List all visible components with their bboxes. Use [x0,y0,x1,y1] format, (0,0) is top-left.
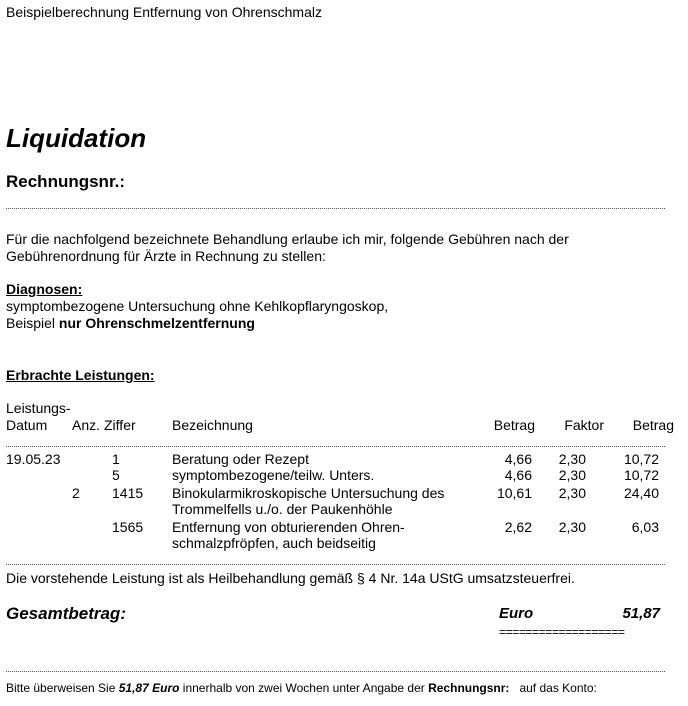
intro-line: Für die nachfolgend bezeichnete Behandlung erlaube ich mir, folgende Gebühren nach der [6,231,569,247]
row-code: 1415 [112,485,144,501]
row-description: Binokularmikroskopische Untersuchung des [172,485,445,501]
diagnoses-label: Diagnosen: [6,281,83,297]
row-code: 5 [112,467,120,483]
header-date-top: Leistungs- [6,400,71,416]
invoice-number-label: Rechnungsnr.: [6,172,126,191]
tax-note: Die vorstehende Leistung ist als Heilbehandlung gemäß § 4 Nr. 14a UStG umsatzsteuerfrei. [6,570,575,586]
total-value: 51,87 [622,605,660,622]
services-label: Erbrachte Leistungen: [6,367,155,383]
intro-line: Gebührenordnung für Ärzte in Rechnung zu stellen: [6,248,326,264]
header-code: Ziffer [104,417,136,433]
row-factor: 2,30 [558,451,586,467]
header-factor: Faktor [564,417,604,433]
row-description: Entfernung von obturierenden Ohren- [172,519,405,535]
header-count: Anz. [72,417,101,433]
payment-text: innerhalb von zwei Wochen unter Angabe der [182,681,425,695]
row-amount: 4,66 [504,451,532,467]
divider [6,671,665,672]
divider [6,446,665,447]
header-amount: Betrag [493,417,535,433]
row-code: 1565 [112,519,144,535]
row-factor: 2,30 [558,485,586,501]
divider [6,208,665,209]
payment-text: auf das Konto: [519,681,597,695]
payment-text: Bitte überweisen Sie [6,681,116,695]
total-underline: =================== [499,625,625,639]
header-total: Betrag [632,417,674,433]
row-description: schmalzpfröpfen, auch beidseitig [172,535,376,551]
row-amount: 10,61 [496,485,532,501]
total-label: Gesamtbetrag: [6,604,126,623]
row-description: Beratung oder Rezept [172,451,309,467]
row-description: Trommelfells u./o. der Paukenhöhle [172,501,393,517]
row-factor: 2,30 [558,519,586,535]
row-total: 24,40 [623,485,659,501]
row-date: 19.05.23 [6,451,61,467]
diagnosis-line [6,315,255,332]
row-amount: 4,66 [504,467,532,483]
divider [6,564,665,565]
row-factor: 2,30 [558,467,586,483]
row-total: 10,72 [623,451,659,467]
document-header: Beispielberechnung Entfernung von Ohrenschmalz [6,4,322,20]
header-date: Datum [6,417,48,433]
row-total: 10,72 [623,467,659,483]
row-code: 1 [112,451,120,467]
row-amount: 2,62 [504,519,532,535]
total-currency: Euro [499,605,534,622]
row-description: symptombezogene/teilw. Unters. [172,467,375,483]
payment-reference: Rechnungsnr: [428,681,510,695]
diagnosis-bold: nur Ohrenschmelzentfernung [58,315,255,331]
page-title: Liquidation [6,123,147,153]
header-description: Bezeichnung [172,417,253,433]
payment-note [6,680,597,697]
row-total: 6,03 [631,519,659,535]
row-count: 2 [72,485,80,501]
payment-amount: 51,87 Euro [118,681,180,695]
diagnosis-prefix: Beispiel [6,315,56,331]
diagnosis-line: symptombezogene Untersuchung ohne Kehlkopflaryngoskop, [6,298,389,314]
